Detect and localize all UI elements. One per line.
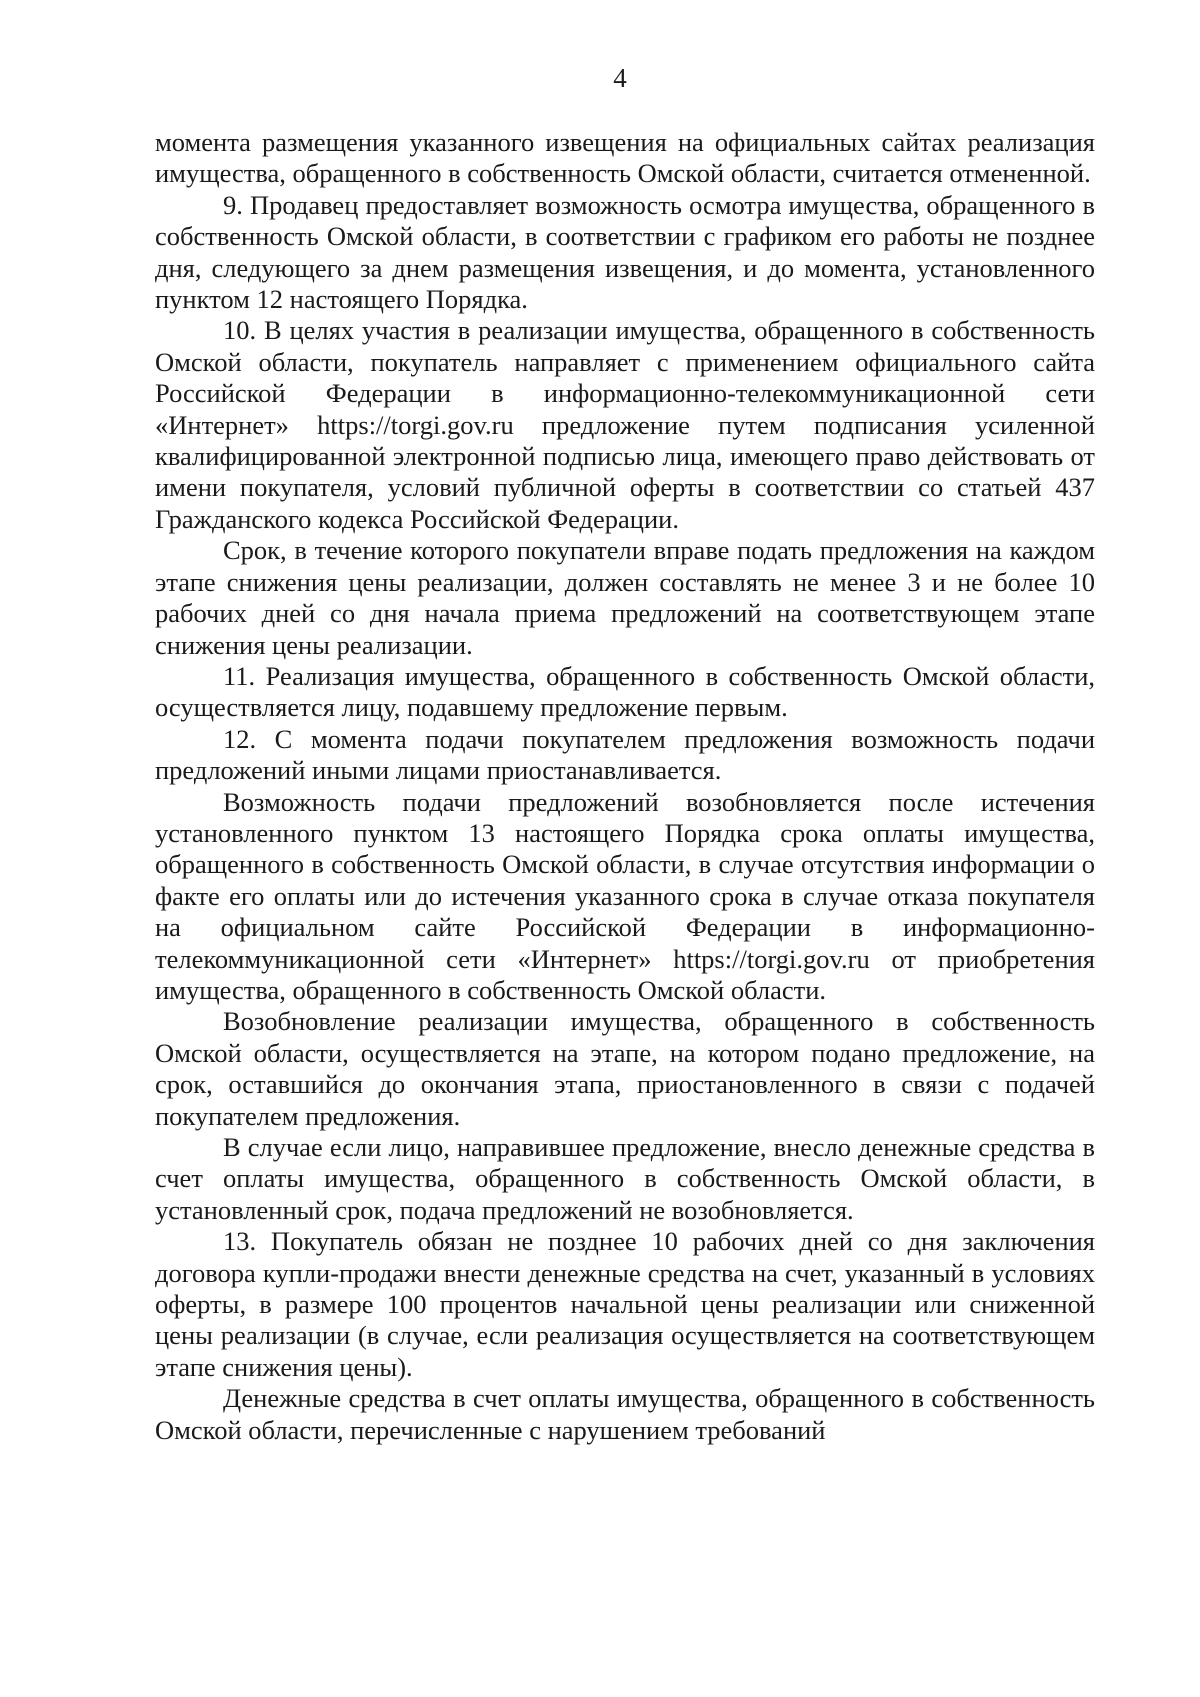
paragraph-clause-13: 13. Покупатель обязан не позднее 10 рабочих дней со дня заключения договора купли-продажи внести денежные средства на счет, указанный в условиях оферты, в размере 100 процентов начальной цены реализации или сниженной цены реализации (в случае, если реализация осуществляется на соответствующем этапе снижения цены). xyxy=(155,1226,1095,1382)
document-body xyxy=(155,127,1095,1446)
paragraph-clause-10-term: Срок, в течение которого покупатели вправе подать предложения на каждом этапе снижения цены реализации, должен составлять не менее 3 и не более 10 рабочих дней со дня начала приема предложений на соответствующем этапе снижения цены реализации. xyxy=(155,535,1095,660)
page-number: 4 xyxy=(613,63,627,93)
paragraph-clause-9: 9. Продавец предоставляет возможность осмотра имущества, обращенного в собственность Омской области, в соответствии с графиком его работы не позднее дня, следующего за днем размещения извещения, и до момента, установленного пунктом 12 настоящего Порядка. xyxy=(155,189,1095,315)
paragraph-clause-12: 12. С момента подачи покупателем предложения возможность подачи предложений иными лицами приостанавливается. xyxy=(155,723,1095,786)
paragraph-clause-12-exception: В случае если лицо, направившее предложение, внесло денежные средства в счет оплаты имущества, обращенного в собственность Омской области, в установленный срок, подача предложений не возобновляется. xyxy=(155,1132,1095,1225)
paragraph-clause-12-renewal: Возобновление реализации имущества, обращенного в собственность Омской области, осуществляется на этапе, на котором подано предложение, на срок, оставшийся до окончания этапа, приостановленного в связи с подачей покупателем предложения. xyxy=(155,1006,1095,1131)
paragraph-continuation: момента размещения указанного извещения на официальных сайтах реализация имущества, обращенного в собственность Омской области, считается отмененной. xyxy=(155,127,1095,189)
paragraph-clause-12-resume: Возможность подачи предложений возобновляется после истечения установленного пунктом 13 настоящего Порядка срока оплаты имущества, обращенного в собственность Омской области, в случае отсутствия информации о факте его оплаты или до истечения указанного срока в случае отказа покупателя на официальном сайте Российской Федерации в информационно-телекоммуникационной сети «Интернет» https://torgi.gov.ru от приобретения имущества, обращенного в собственность Омской области. xyxy=(155,786,1095,1005)
paragraph-clause-13-funds: Денежные средства в счет оплаты имущества, обращенного в собственность Омской области, перечисленные с нарушением требований xyxy=(155,1383,1095,1445)
paragraph-clause-11: 11. Реализация имущества, обращенного в собственность Омской области, осуществляется лицу, подавшему предложение первым. xyxy=(155,660,1095,723)
paragraph-clause-10: 10. В целях участия в реализации имущества, обращенного в собственность Омской области, покупатель направляет с применением официального сайта Российской Федерации в информационно-телекоммуникационной сети «Интернет» https://torgi.gov.ru предложение путем подписания усиленной квалифицированной электронной подписью лица, имеющего право действовать от имени покупателя, условий публичной оферты в соответствии со статьей 437 Гражданского кодекса Российской Федерации. xyxy=(155,315,1095,534)
